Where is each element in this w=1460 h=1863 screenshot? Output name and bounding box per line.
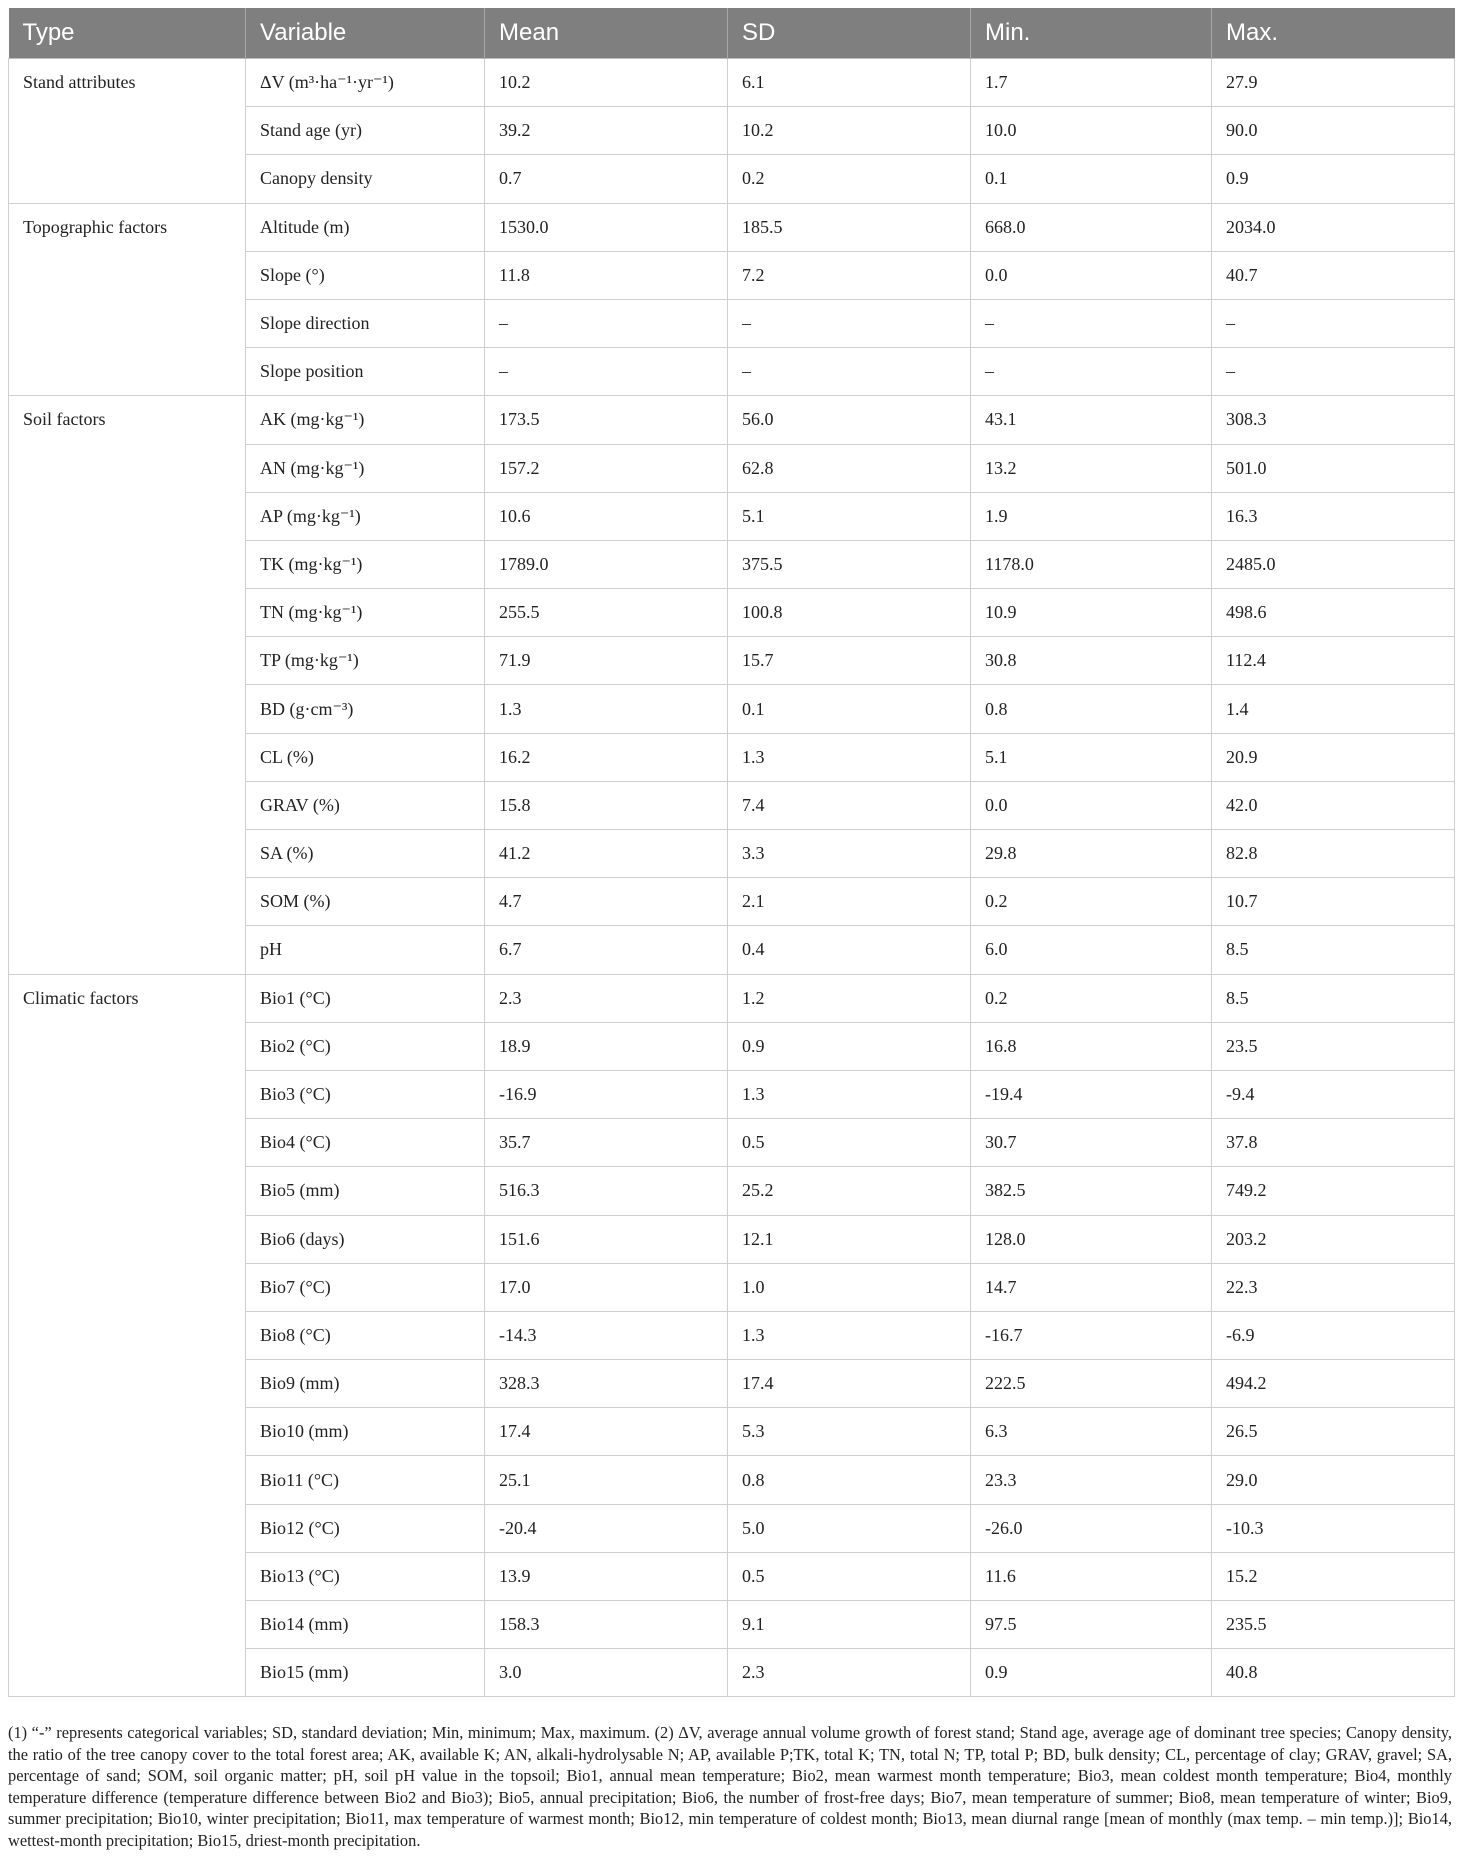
min-cell: 43.1 (971, 396, 1212, 444)
sd-cell: 5.1 (728, 492, 971, 540)
min-cell: 30.8 (971, 637, 1212, 685)
mean-cell: 2.3 (485, 974, 728, 1022)
mean-cell: 4.7 (485, 878, 728, 926)
mean-cell: 157.2 (485, 444, 728, 492)
sd-cell: 0.1 (728, 685, 971, 733)
min-cell: -16.7 (971, 1311, 1212, 1359)
variable-cell: pH (246, 926, 485, 974)
max-cell: -6.9 (1212, 1311, 1455, 1359)
sd-cell: 0.2 (728, 155, 971, 203)
max-cell: 90.0 (1212, 107, 1455, 155)
mean-cell: 328.3 (485, 1360, 728, 1408)
min-cell: 0.2 (971, 974, 1212, 1022)
max-cell: 8.5 (1212, 926, 1455, 974)
variable-cell: Bio10 (mm) (246, 1408, 485, 1456)
min-cell: 16.8 (971, 1022, 1212, 1070)
max-cell: 27.9 (1212, 59, 1455, 107)
max-cell: – (1212, 348, 1455, 396)
header-min: Min. (971, 8, 1212, 59)
variable-cell: Bio6 (days) (246, 1215, 485, 1263)
variable-cell: Altitude (m) (246, 203, 485, 251)
variable-cell: Slope (°) (246, 251, 485, 299)
min-cell: 0.2 (971, 878, 1212, 926)
min-cell: 668.0 (971, 203, 1212, 251)
mean-cell: 1.3 (485, 685, 728, 733)
max-cell: 749.2 (1212, 1167, 1455, 1215)
variable-cell: Bio8 (°C) (246, 1311, 485, 1359)
min-cell: -19.4 (971, 1070, 1212, 1118)
variable-cell: TK (mg·kg⁻¹) (246, 540, 485, 588)
variable-cell: Bio2 (°C) (246, 1022, 485, 1070)
mean-cell: 15.8 (485, 781, 728, 829)
mean-cell: -20.4 (485, 1504, 728, 1552)
max-cell: 498.6 (1212, 589, 1455, 637)
sd-cell: 10.2 (728, 107, 971, 155)
table-body (9, 59, 1455, 1697)
max-cell: 235.5 (1212, 1601, 1455, 1649)
sd-cell: 3.3 (728, 830, 971, 878)
min-cell: 0.1 (971, 155, 1212, 203)
min-cell: 0.9 (971, 1649, 1212, 1697)
min-cell: 0.0 (971, 251, 1212, 299)
variable-cell: Bio14 (mm) (246, 1601, 485, 1649)
variable-cell: Bio13 (°C) (246, 1552, 485, 1600)
sd-cell: 1.2 (728, 974, 971, 1022)
sd-cell: 62.8 (728, 444, 971, 492)
mean-cell: 35.7 (485, 1119, 728, 1167)
type-cell: Soil factors (9, 396, 246, 974)
mean-cell: 41.2 (485, 830, 728, 878)
max-cell: 40.8 (1212, 1649, 1455, 1697)
sd-cell: – (728, 299, 971, 347)
mean-cell: 25.1 (485, 1456, 728, 1504)
sd-cell: 25.2 (728, 1167, 971, 1215)
variable-cell: Slope direction (246, 299, 485, 347)
mean-cell: 6.7 (485, 926, 728, 974)
variable-cell: Bio11 (°C) (246, 1456, 485, 1504)
sd-cell: 0.5 (728, 1119, 971, 1167)
max-cell: 40.7 (1212, 251, 1455, 299)
max-cell: 10.7 (1212, 878, 1455, 926)
max-cell: 29.0 (1212, 1456, 1455, 1504)
mean-cell: 39.2 (485, 107, 728, 155)
variable-cell: CL (%) (246, 733, 485, 781)
sd-cell: 1.3 (728, 1311, 971, 1359)
header-row (9, 8, 1455, 59)
max-cell: 15.2 (1212, 1552, 1455, 1600)
mean-cell: 18.9 (485, 1022, 728, 1070)
min-cell: 5.1 (971, 733, 1212, 781)
max-cell: -9.4 (1212, 1070, 1455, 1118)
min-cell: 1.7 (971, 59, 1212, 107)
mean-cell: 516.3 (485, 1167, 728, 1215)
variable-cell: BD (g·cm⁻³) (246, 685, 485, 733)
mean-cell: 17.0 (485, 1263, 728, 1311)
sd-cell: 0.9 (728, 1022, 971, 1070)
header-mean: Mean (485, 8, 728, 59)
min-cell: – (971, 348, 1212, 396)
variable-cell: Bio12 (°C) (246, 1504, 485, 1552)
variable-cell: ΔV (m³·ha⁻¹·yr⁻¹) (246, 59, 485, 107)
variable-cell: AK (mg·kg⁻¹) (246, 396, 485, 444)
max-cell: 501.0 (1212, 444, 1455, 492)
sd-cell: 7.4 (728, 781, 971, 829)
sd-cell: 1.0 (728, 1263, 971, 1311)
mean-cell: – (485, 348, 728, 396)
min-cell: 6.3 (971, 1408, 1212, 1456)
min-cell: 97.5 (971, 1601, 1212, 1649)
max-cell: 494.2 (1212, 1360, 1455, 1408)
variable-cell: Canopy density (246, 155, 485, 203)
max-cell: 42.0 (1212, 781, 1455, 829)
variable-cell: Bio3 (°C) (246, 1070, 485, 1118)
max-cell: 82.8 (1212, 830, 1455, 878)
mean-cell: 13.9 (485, 1552, 728, 1600)
max-cell: 20.9 (1212, 733, 1455, 781)
mean-cell: 17.4 (485, 1408, 728, 1456)
sd-cell: 56.0 (728, 396, 971, 444)
sd-cell: 2.3 (728, 1649, 971, 1697)
variable-cell: Bio5 (mm) (246, 1167, 485, 1215)
max-cell: 16.3 (1212, 492, 1455, 540)
min-cell: 29.8 (971, 830, 1212, 878)
variable-cell: GRAV (%) (246, 781, 485, 829)
min-cell: 11.6 (971, 1552, 1212, 1600)
variable-cell: Bio7 (°C) (246, 1263, 485, 1311)
mean-cell: 173.5 (485, 396, 728, 444)
type-cell: Topographic factors (9, 203, 246, 396)
mean-cell: 158.3 (485, 1601, 728, 1649)
variable-cell: Stand age (yr) (246, 107, 485, 155)
variable-cell: Bio9 (mm) (246, 1360, 485, 1408)
sd-cell: 5.3 (728, 1408, 971, 1456)
min-cell: -26.0 (971, 1504, 1212, 1552)
min-cell: 30.7 (971, 1119, 1212, 1167)
variable-cell: SA (%) (246, 830, 485, 878)
min-cell: 0.8 (971, 685, 1212, 733)
min-cell: 13.2 (971, 444, 1212, 492)
sd-cell: – (728, 348, 971, 396)
variable-cell: Bio4 (°C) (246, 1119, 485, 1167)
mean-cell: -14.3 (485, 1311, 728, 1359)
table-footnote (8, 1722, 1452, 1851)
min-cell: 1178.0 (971, 540, 1212, 588)
sd-cell: 100.8 (728, 589, 971, 637)
min-cell: 1.9 (971, 492, 1212, 540)
variable-cell: SOM (%) (246, 878, 485, 926)
min-cell: 382.5 (971, 1167, 1212, 1215)
sd-cell: 7.2 (728, 251, 971, 299)
mean-cell: 71.9 (485, 637, 728, 685)
table-row (9, 59, 1455, 107)
max-cell: 26.5 (1212, 1408, 1455, 1456)
max-cell: 37.8 (1212, 1119, 1455, 1167)
footnote-text: (1) “-” represents categorical variables; SD, standard deviation; Min, minimum; Max, maximum. (2) ΔV, average annual volume growth of forest stand; Stand age, average age of dominant tree species; Canopy density, the ratio of the tree canopy cover to the total forest area; AK, available K; AN, alkali-hydrolysable N; AP, available P;TK, total K; TN, total N; TP, total P; BD, bulk density; CL, percentage of clay; GRAV, gravel; SA, percentage of sand; SOM, soil organic matter; pH, soil pH value in the topsoil; Bio1, annual mean temperature; Bio2, mean warmest month temperature; Bio3, mean coldest month temperature; Bio4, monthly temperature difference (temperature difference between Bio2 and Bio3); Bio5, annual precipitation; Bio6, the number of frost-free days; Bio7, mean temperature of summer; Bio8, mean temperature of winter; Bio9, summer precipitation; Bio10, winter precipitation; Bio11, max temperature of warmest month; Bio12, min temperature of coldest month; Bio13, mean diurnal range [mean of monthly (max temp. – min temp.)]; Bio14, wettest-month precipitation; Bio15, driest-month precipitation. (8, 1723, 1452, 1850)
max-cell: 2485.0 (1212, 540, 1455, 588)
max-cell: 2034.0 (1212, 203, 1455, 251)
mean-cell: – (485, 299, 728, 347)
sd-cell: 1.3 (728, 1070, 971, 1118)
header-variable: Variable (246, 8, 485, 59)
table-row (9, 974, 1455, 1022)
max-cell: 203.2 (1212, 1215, 1455, 1263)
mean-cell: 3.0 (485, 1649, 728, 1697)
descriptive-statistics-table (8, 8, 1455, 1697)
variable-cell: TP (mg·kg⁻¹) (246, 637, 485, 685)
variable-cell: TN (mg·kg⁻¹) (246, 589, 485, 637)
max-cell: 1.4 (1212, 685, 1455, 733)
sd-cell: 0.5 (728, 1552, 971, 1600)
max-cell: 112.4 (1212, 637, 1455, 685)
max-cell: 8.5 (1212, 974, 1455, 1022)
max-cell: 0.9 (1212, 155, 1455, 203)
sd-cell: 15.7 (728, 637, 971, 685)
sd-cell: 2.1 (728, 878, 971, 926)
max-cell: – (1212, 299, 1455, 347)
max-cell: 308.3 (1212, 396, 1455, 444)
mean-cell: 151.6 (485, 1215, 728, 1263)
min-cell: 14.7 (971, 1263, 1212, 1311)
max-cell: 22.3 (1212, 1263, 1455, 1311)
sd-cell: 5.0 (728, 1504, 971, 1552)
min-cell: 222.5 (971, 1360, 1212, 1408)
sd-cell: 0.8 (728, 1456, 971, 1504)
mean-cell: 0.7 (485, 155, 728, 203)
mean-cell: 255.5 (485, 589, 728, 637)
sd-cell: 9.1 (728, 1601, 971, 1649)
min-cell: 10.0 (971, 107, 1212, 155)
min-cell: 128.0 (971, 1215, 1212, 1263)
min-cell: 23.3 (971, 1456, 1212, 1504)
sd-cell: 6.1 (728, 59, 971, 107)
max-cell: 23.5 (1212, 1022, 1455, 1070)
type-cell: Climatic factors (9, 974, 246, 1697)
header-max: Max. (1212, 8, 1455, 59)
min-cell: 10.9 (971, 589, 1212, 637)
sd-cell: 17.4 (728, 1360, 971, 1408)
mean-cell: 1789.0 (485, 540, 728, 588)
variable-cell: Bio1 (°C) (246, 974, 485, 1022)
mean-cell: -16.9 (485, 1070, 728, 1118)
sd-cell: 185.5 (728, 203, 971, 251)
sd-cell: 375.5 (728, 540, 971, 588)
header-sd: SD (728, 8, 971, 59)
variable-cell: AP (mg·kg⁻¹) (246, 492, 485, 540)
table-row (9, 203, 1455, 251)
sd-cell: 12.1 (728, 1215, 971, 1263)
mean-cell: 1530.0 (485, 203, 728, 251)
sd-cell: 0.4 (728, 926, 971, 974)
mean-cell: 10.2 (485, 59, 728, 107)
type-cell: Stand attributes (9, 59, 246, 204)
mean-cell: 11.8 (485, 251, 728, 299)
min-cell: – (971, 299, 1212, 347)
max-cell: -10.3 (1212, 1504, 1455, 1552)
min-cell: 6.0 (971, 926, 1212, 974)
header-type: Type (9, 8, 246, 59)
variable-cell: Bio15 (mm) (246, 1649, 485, 1697)
table-row (9, 396, 1455, 444)
min-cell: 0.0 (971, 781, 1212, 829)
mean-cell: 10.6 (485, 492, 728, 540)
table-header (9, 8, 1455, 59)
mean-cell: 16.2 (485, 733, 728, 781)
variable-cell: Slope position (246, 348, 485, 396)
sd-cell: 1.3 (728, 733, 971, 781)
variable-cell: AN (mg·kg⁻¹) (246, 444, 485, 492)
